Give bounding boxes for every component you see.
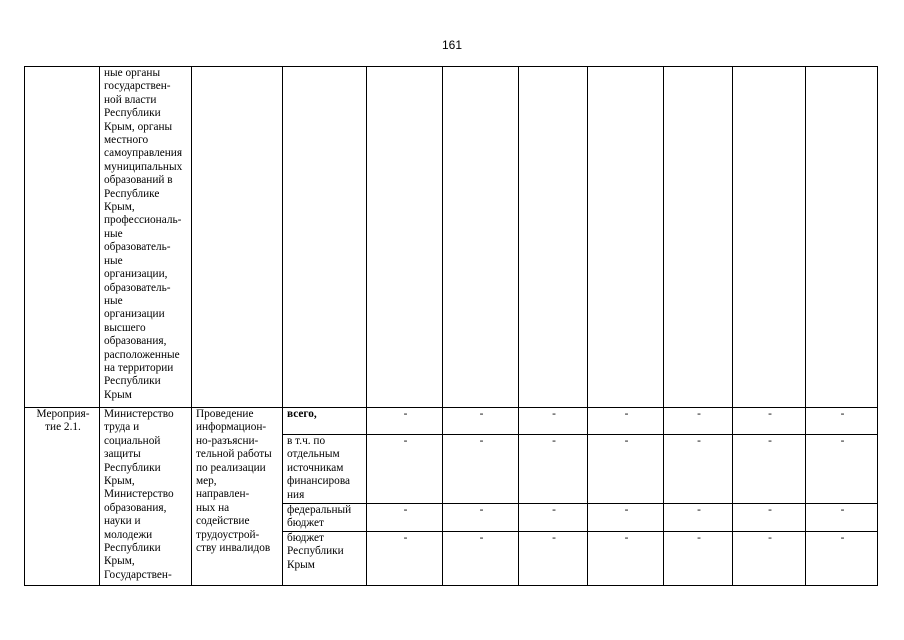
event-line: Мероприя- [36,408,90,420]
value-cell: - [733,408,806,435]
funding-source-line: всего, [287,408,317,420]
funding-source-line: Республики [287,545,344,558]
value-cell: - [443,408,519,435]
executor-line: Крым, [104,555,135,568]
description-line: по реализации [196,461,266,474]
description-cell-empty [192,67,283,408]
executor-line: ной власти [104,93,157,106]
executor-line: ные органы [104,67,161,79]
table-row-continuation [25,67,878,408]
value-cell-empty [733,67,806,408]
value-cell-empty [588,67,664,408]
executor-line: Республики [104,107,161,120]
executor-line: Республике [104,187,160,200]
value-cell-empty [806,67,878,408]
table-row-total [25,408,878,435]
executor-line: муниципальных [104,160,183,173]
executor-line: образования, [104,335,167,348]
value-cell: - [588,504,664,532]
executor-line: самоуправления [104,147,183,160]
executor-cell [100,408,192,586]
funding-source-cell [283,408,367,435]
value-cell: - [733,435,806,504]
value-cell: - [367,408,443,435]
funding-source-line: источникам [287,461,344,474]
executor-line: Министерство [104,488,174,501]
executor-line: защиты [104,448,141,461]
executor-line: на территории [104,361,174,374]
value-cell: - [664,435,733,504]
value-cell-empty [519,67,588,408]
funding-source-cell [283,504,367,532]
description-line: содействие [196,515,250,528]
value-cell: - [367,504,443,532]
value-cell: - [664,504,733,532]
value-cell: - [443,435,519,504]
value-cell: - [443,532,519,586]
description-line: ству инвалидов [196,542,271,555]
executor-line: высшего [104,321,146,334]
executor-line: образования, [104,501,167,514]
executor-line: Республики [104,461,161,474]
description-cell [192,408,283,586]
value-cell: - [806,435,878,504]
executor-line: государствен- [104,80,171,93]
funding-source-line: Крым [287,558,315,571]
value-cell: - [806,408,878,435]
funding-source-line: федеральный [287,504,352,516]
executor-line: местного [104,134,149,147]
value-cell: - [806,532,878,586]
executor-line: Крым, органы [104,120,173,133]
value-cell: - [519,408,588,435]
description-line: тельной работы [196,448,272,461]
value-cell-empty [443,67,519,408]
funding-source-line: отдельным [287,448,340,461]
description-line: ных на [196,501,230,514]
description-line: Проведение [196,408,254,420]
executor-line: труда и [104,421,140,434]
executor-line: организации [104,308,165,321]
event-cell [25,408,100,586]
value-cell: - [806,504,878,532]
funding-source-cell [283,435,367,504]
executor-cell [100,67,192,408]
value-cell: - [733,504,806,532]
executor-line: Республики [104,542,161,555]
executor-line: профессиональ- [104,214,182,227]
executor-line: ные [104,227,123,240]
executor-line: Министерство [104,408,174,420]
funding-source-line: финансирова [287,475,351,488]
executor-line: ные [104,254,123,267]
page-number: 161 [441,38,463,52]
value-cell: - [443,504,519,532]
executor-line: образователь- [104,281,171,294]
value-cell: - [519,504,588,532]
event-cell-empty [25,67,100,408]
funding-source-line: бюджет [287,517,324,530]
value-cell: - [664,532,733,586]
value-cell: - [367,435,443,504]
program-table [24,66,878,586]
description-line: мер, [196,475,217,488]
value-cell: - [367,532,443,586]
value-cell: - [733,532,806,586]
event-line: тие 2.1. [45,421,81,434]
value-cell: - [588,408,664,435]
description-line: трудоустрой- [196,528,260,541]
executor-line: Крым, [104,201,135,214]
value-cell: - [588,435,664,504]
executor-line: Крым, [104,475,135,488]
description-line: направлен- [196,488,250,501]
executor-line: Крым [104,388,132,401]
value-cell: - [519,435,588,504]
value-cell: - [519,532,588,586]
funding-source-line: бюджет [287,532,324,544]
source-cell-empty [283,67,367,408]
executor-line: Республики [104,375,161,388]
funding-source-line: в т.ч. по [287,435,326,447]
value-cell: - [588,532,664,586]
executor-line: Государствен- [104,568,172,581]
funding-source-line: ния [287,488,305,501]
executor-line: образований в [104,174,173,187]
value-cell: - [664,408,733,435]
description-line: информацион- [196,421,267,434]
funding-source-cell [283,532,367,586]
executor-line: социальной [104,434,161,447]
executor-line: организации, [104,268,168,281]
value-cell-empty [664,67,733,408]
executor-line: молодежи [104,528,153,541]
description-line: но-разъясни- [196,434,259,447]
executor-line: ные [104,294,123,307]
executor-line: науки и [104,515,141,528]
value-cell-empty [367,67,443,408]
executor-line: образователь- [104,241,171,254]
executor-line: расположенные [104,348,180,361]
